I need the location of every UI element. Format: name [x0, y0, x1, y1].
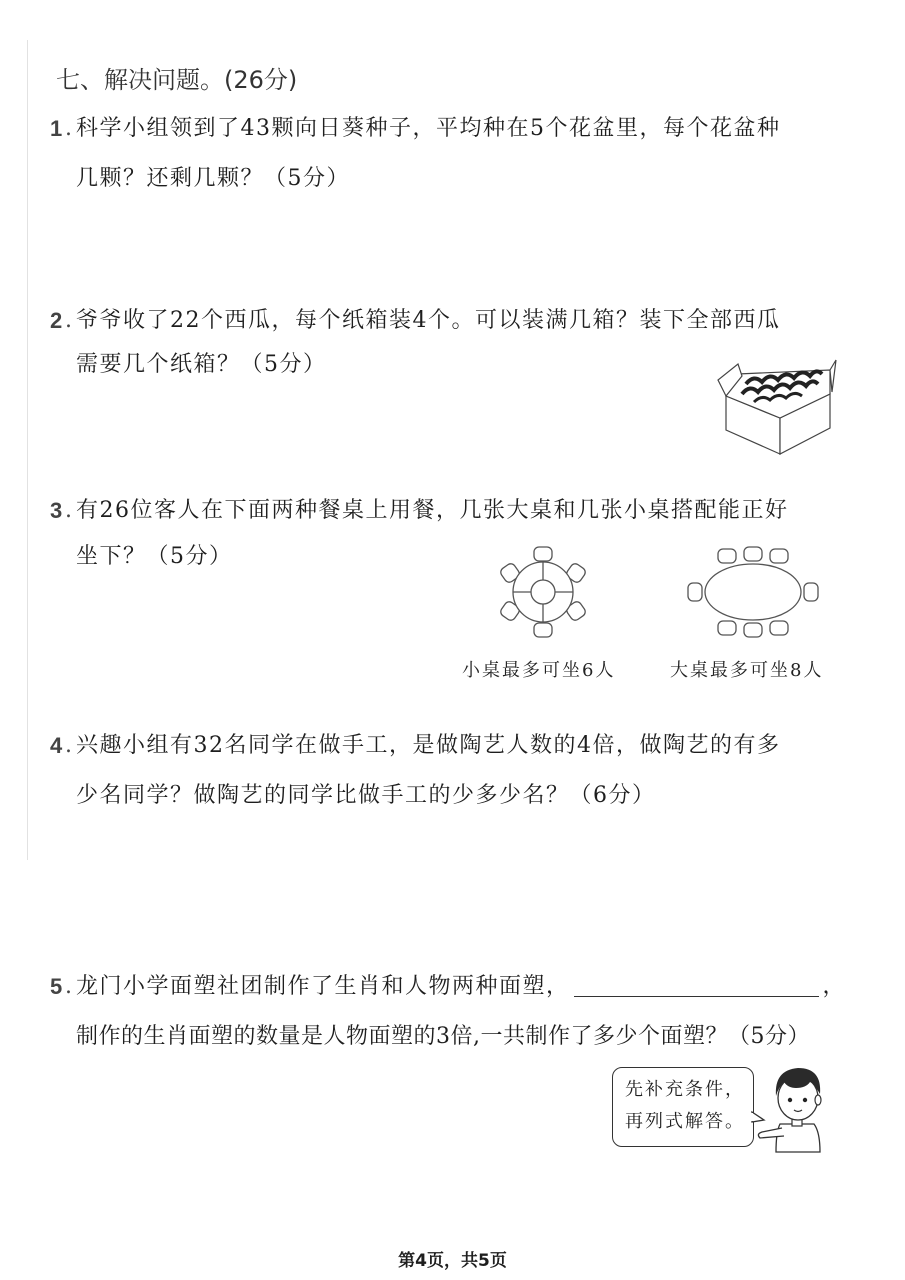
question-3: 3 . 有26位客人在下面两种餐桌上用餐，几张大桌和几张小桌搭配能正好 坐下？（5分）: [50, 486, 850, 586]
question-text-line: 少名同学？做陶艺的同学比做手工的少多少名？（6分）: [76, 783, 656, 808]
hint-line: 先补充条件，: [625, 1079, 745, 1100]
margin-line: [27, 40, 28, 860]
question-number: 4: [50, 733, 63, 758]
boy-illustration: [756, 1062, 832, 1154]
watermelon-box-illustration: [718, 356, 838, 456]
section-title: 七、解决问题。(26分): [56, 66, 298, 94]
question-1: 1 . 科学小组领到了43颗向日葵种子，平均种在5个花盆里，每个花盆种 几颗？还剩几颗？（5分）: [50, 104, 850, 204]
large-table-icon: [686, 545, 820, 639]
answer-blank[interactable]: [574, 970, 819, 997]
page-footer: 第4页，共5页: [398, 1251, 507, 1271]
small-table-caption: 小桌最多可坐6人: [462, 660, 616, 681]
question-4: 4 . 兴趣小组有32名同学在做手工，是做陶艺人数的4倍，做陶艺的有多 少名同学？做陶艺的同学比做手工的少多少名？（6分）: [50, 721, 850, 821]
hint-speech-bubble: [612, 1067, 754, 1147]
question-number: 5: [50, 974, 63, 999]
question-text: 龙门小学面塑社团制作了生肖和人物两种面塑，: [76, 974, 570, 999]
question-number: 2: [50, 308, 63, 333]
question-text-line: 科学小组领到了43颗向日葵种子，平均种在5个花盆里，每个花盆种: [76, 116, 781, 141]
question-text-line: 爷爷收了22个西瓜，每个纸箱装4个。可以装满几箱？装下全部西瓜: [76, 308, 781, 333]
question-5: 5 . 龙门小学面塑社团制作了生肖和人物两种面塑， ， 制作的生肖面塑的数量是人物面塑的3倍,一共制作了多少个面塑？（5分）: [50, 962, 850, 1062]
question-2: 2 . 爷爷收了22个西瓜，每个纸箱装4个。可以装满几箱？装下全部西瓜 需要几个纸箱？（5分）: [50, 296, 850, 396]
question-text-line: 坐下？（5分）: [76, 544, 233, 569]
question-text-line: 需要几个纸箱？（5分）: [76, 352, 327, 377]
question-number: 1: [50, 116, 63, 141]
question-text-line: 有26位客人在下面两种餐桌上用餐，几张大桌和几张小桌搭配能正好: [76, 498, 789, 523]
question-text-line: 几颗？还剩几颗？（5分）: [76, 166, 350, 191]
question-text-line: 兴趣小组有32名同学在做手工，是做陶艺人数的4倍，做陶艺的有多: [76, 733, 781, 758]
question-text: ，: [822, 974, 847, 999]
question-text-line: [76, 962, 846, 1012]
question-number: 3: [50, 498, 63, 523]
hint-line: 再列式解答。: [625, 1111, 745, 1132]
question-text-line: 制作的生肖面塑的数量是人物面塑的3倍,一共制作了多少个面塑？（5分）: [76, 1024, 810, 1049]
large-table-caption: 大桌最多可坐8人: [670, 660, 824, 681]
small-table-icon: [496, 545, 590, 639]
